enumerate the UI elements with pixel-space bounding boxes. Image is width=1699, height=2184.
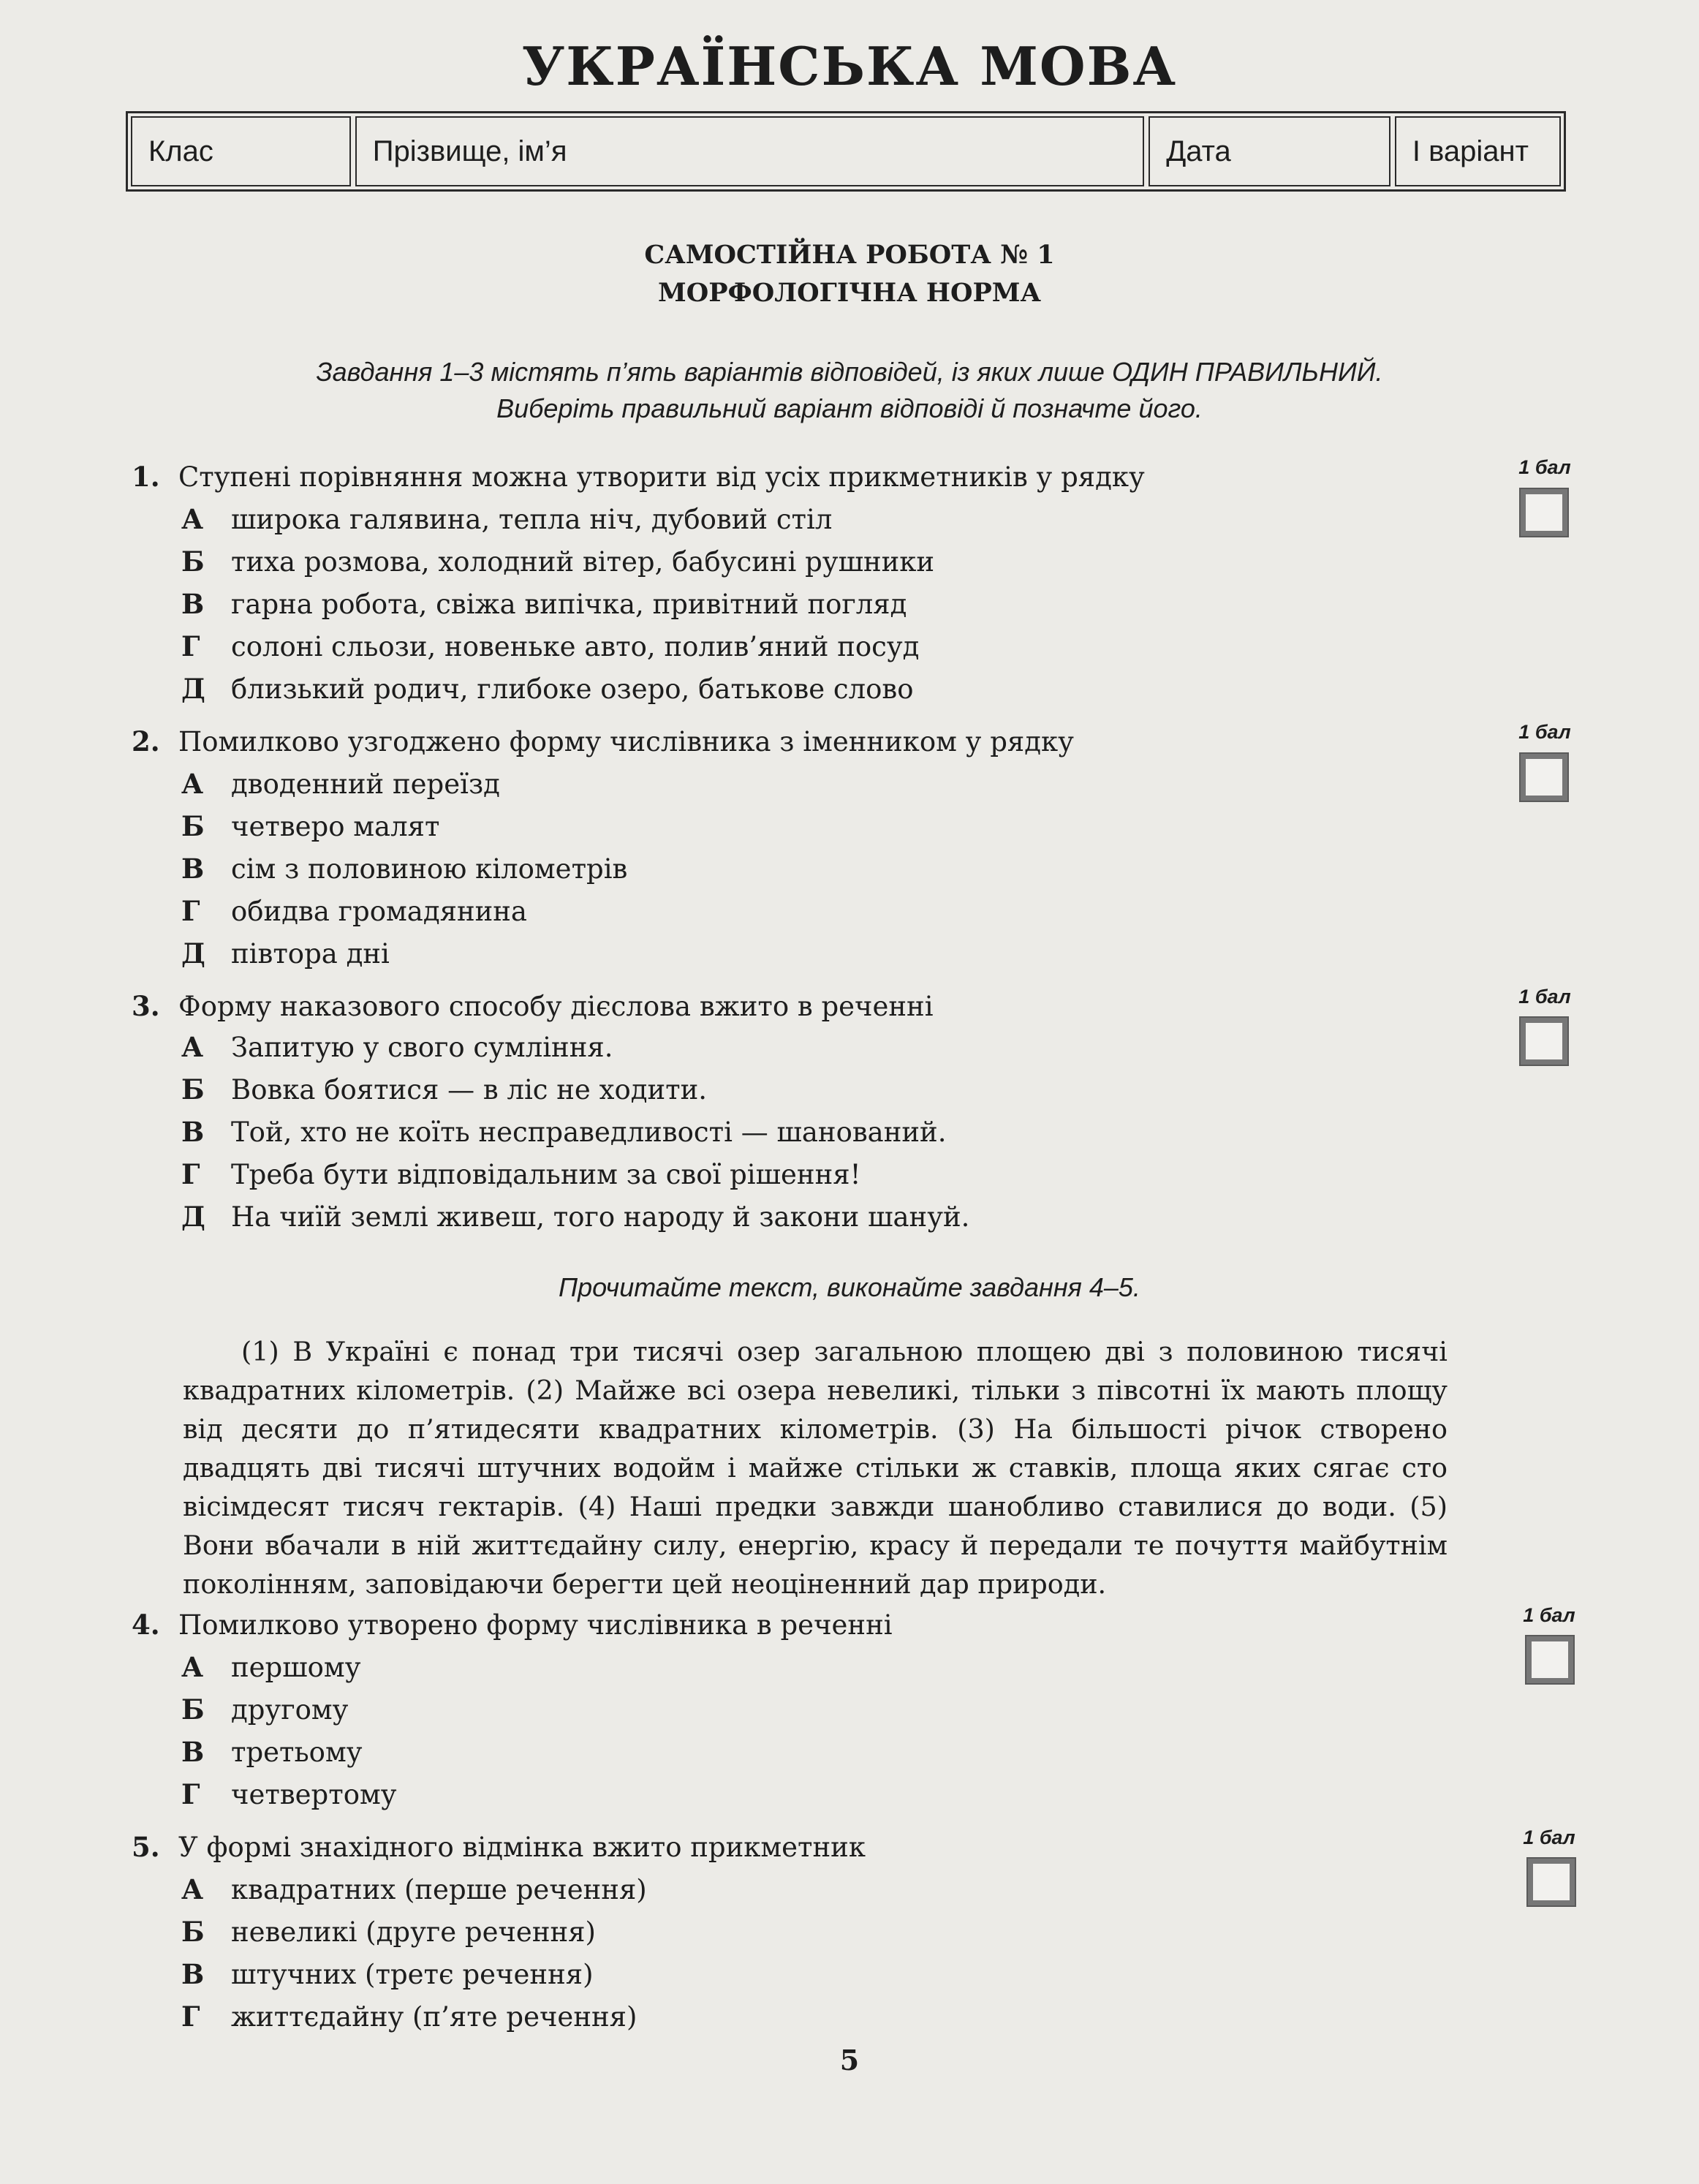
option-letter: Д — [181, 673, 205, 705]
option-letter: В — [181, 1736, 205, 1768]
option-letter: В — [181, 1958, 205, 1990]
option-2-e[interactable] — [181, 937, 390, 970]
answer-box-5[interactable] — [1526, 1857, 1576, 1907]
score-label: 1 бал — [1518, 456, 1571, 478]
option-letter: А — [181, 768, 204, 800]
question-4 — [132, 1609, 1521, 1641]
name-field[interactable]: Прізвище, ім’я — [355, 116, 1144, 186]
option-4-b[interactable] — [181, 1693, 348, 1726]
option-text: обидва громадянина — [231, 896, 527, 927]
option-letter: В — [181, 853, 205, 885]
option-1-c[interactable] — [181, 588, 907, 620]
option-text: четвертому — [231, 1779, 397, 1810]
question-3 — [132, 990, 1521, 1022]
question-2 — [132, 725, 1521, 757]
option-letter: Г — [181, 630, 200, 662]
option-letter: Г — [181, 2000, 200, 2033]
option-text: близький родич, глибоке озеро, батькове слово — [231, 673, 914, 705]
option-text: четверо малят — [231, 811, 440, 842]
option-text: широка галявина, тепла ніч, дубовий стіл — [231, 504, 833, 535]
option-letter: Г — [181, 895, 200, 927]
reading-passage: (1) В Україні є понад три тисячі озер загальною площею дві з половиною тисячі квадратних кілометрів. (2) Майже всі озера невеликі, тільки з півсотні їх мають площу від десяти до п’ятидесяти квадратних кілометрів. (3) На більшості річок створено двадцять дві тисячі штучних водойм і майже стільки ж ставків, площа яких сягає сто вісімдесят тисяч гектарів. (4) Наші предки завжди шанобливо ставилися до води. (5) Вони вбачали в ній життєдайну силу, енергію, красу й передали те почуття майбутнім поколінням, заповідаючи берегти цей неоціненний дар природи. — [183, 1336, 1448, 1600]
option-letter: Б — [181, 810, 205, 842]
score-label: 1 бал — [1518, 986, 1571, 1008]
option-text: солоні сльози, новеньке авто, полив’яний посуд — [231, 631, 920, 662]
page-title: УКРАЇНСЬКА МОВА — [521, 35, 1178, 97]
option-letter: Б — [181, 1916, 205, 1948]
option-letter: Б — [181, 1073, 205, 1106]
question-5 — [132, 1831, 1521, 1863]
option-text: квадратних (перше речення) — [231, 1874, 647, 1905]
class-field[interactable]: Клас — [131, 116, 351, 186]
option-4-a[interactable] — [181, 1651, 360, 1683]
score-label: 1 бал — [1523, 1604, 1575, 1626]
option-text: Запитую у свого сумління. — [231, 1032, 613, 1063]
score-label: 1 бал — [1518, 721, 1571, 743]
option-letter: Д — [181, 1201, 205, 1233]
option-letter: В — [181, 1116, 205, 1148]
option-letter: В — [181, 588, 205, 620]
question-text: Форму наказового способу дієслова вжито в реченні — [178, 991, 934, 1022]
option-letter: Д — [181, 937, 205, 970]
option-3-c[interactable] — [181, 1116, 946, 1148]
option-letter: Г — [181, 1158, 200, 1190]
option-text: Той, хто не коїть несправедливості — шанований. — [231, 1116, 947, 1148]
option-3-b[interactable] — [181, 1073, 707, 1106]
option-text: Треба бути відповідальним за свої рішення! — [231, 1159, 861, 1190]
question-number: 3. — [132, 990, 160, 1022]
option-5-d[interactable] — [181, 2000, 637, 2033]
option-1-e[interactable] — [181, 673, 914, 705]
instruction-line-2: Виберіть правильний варіант відповіді й позначте його. — [496, 393, 1203, 423]
score-label: 1 бал — [1523, 1826, 1575, 1848]
option-letter: А — [181, 1031, 204, 1063]
option-text: тиха розмова, холодний вітер, бабусині рушники — [231, 546, 935, 578]
option-4-d[interactable] — [181, 1778, 397, 1810]
answer-box-4[interactable] — [1525, 1635, 1575, 1685]
option-text: третьому — [231, 1737, 363, 1768]
answer-box-2[interactable] — [1519, 752, 1569, 802]
option-5-c[interactable] — [181, 1958, 594, 1990]
option-1-d[interactable] — [181, 630, 919, 662]
option-letter: Б — [181, 1693, 205, 1726]
option-4-c[interactable] — [181, 1736, 363, 1768]
option-text: життєдайну (п’яте речення) — [231, 2001, 637, 2033]
page-number: 5 — [839, 2044, 860, 2077]
answer-box-1[interactable] — [1519, 488, 1569, 537]
option-text: гарна робота, свіжа випічка, привітний погляд — [231, 589, 907, 620]
option-2-c[interactable] — [181, 853, 627, 885]
option-letter: Б — [181, 545, 205, 578]
instruction-line-1: Завдання 1–3 містять п’ять варіантів відповідей, із яких лише ОДИН ПРАВИЛЬНИЙ. — [316, 357, 1383, 387]
option-letter: Г — [181, 1778, 200, 1810]
option-3-d[interactable] — [181, 1158, 860, 1190]
question-number: 4. — [132, 1609, 160, 1641]
student-info-table — [126, 111, 1566, 192]
option-text: дводенний переїзд — [231, 768, 500, 800]
option-1-a[interactable] — [181, 503, 832, 535]
question-1 — [132, 461, 1521, 493]
option-2-b[interactable] — [181, 810, 439, 842]
question-text: Помилково узгоджено форму числівника з іменником у рядку — [178, 726, 1074, 757]
question-text: Ступені порівняння можна утворити від усіх прикметників у рядку — [178, 461, 1145, 493]
answer-box-3[interactable] — [1519, 1016, 1569, 1066]
option-text: півтора дні — [231, 938, 390, 970]
option-letter: А — [181, 1873, 204, 1905]
option-text: першому — [231, 1652, 361, 1683]
option-5-a[interactable] — [181, 1873, 647, 1905]
variant-label: І варіант — [1395, 116, 1561, 186]
option-3-a[interactable] — [181, 1031, 613, 1063]
option-5-b[interactable] — [181, 1916, 596, 1948]
option-letter: А — [181, 1651, 204, 1683]
option-text: Вовка боятися — в ліс не ходити. — [231, 1074, 708, 1106]
work-subtitle: МОРФОЛОГІЧНА НОРМА — [657, 278, 1042, 308]
option-text: невеликі (друге речення) — [231, 1916, 596, 1948]
option-letter: А — [181, 503, 204, 535]
question-number: 1. — [132, 461, 160, 493]
question-text: У формі знахідного відмінка вжито прикметник — [178, 1832, 866, 1863]
option-2-d[interactable] — [181, 895, 527, 927]
question-text: Помилково утворено форму числівника в реченні — [178, 1609, 893, 1641]
question-number: 5. — [132, 1831, 160, 1863]
question-number: 2. — [132, 725, 160, 757]
option-text: другому — [231, 1694, 349, 1726]
option-2-a[interactable] — [181, 768, 500, 800]
date-field[interactable]: Дата — [1149, 116, 1390, 186]
option-text: На чиїй землі живеш, того народу й закони шануй. — [231, 1201, 970, 1233]
reading-instruction: Прочитайте текст, виконайте завдання 4–5. — [559, 1272, 1140, 1302]
option-1-b[interactable] — [181, 545, 934, 578]
option-text: сім з половиною кілометрів — [231, 853, 628, 885]
option-3-e[interactable] — [181, 1201, 969, 1233]
work-title: САМОСТІЙНА РОБОТА № 1 — [644, 240, 1055, 270]
option-text: штучних (третє речення) — [231, 1959, 594, 1990]
